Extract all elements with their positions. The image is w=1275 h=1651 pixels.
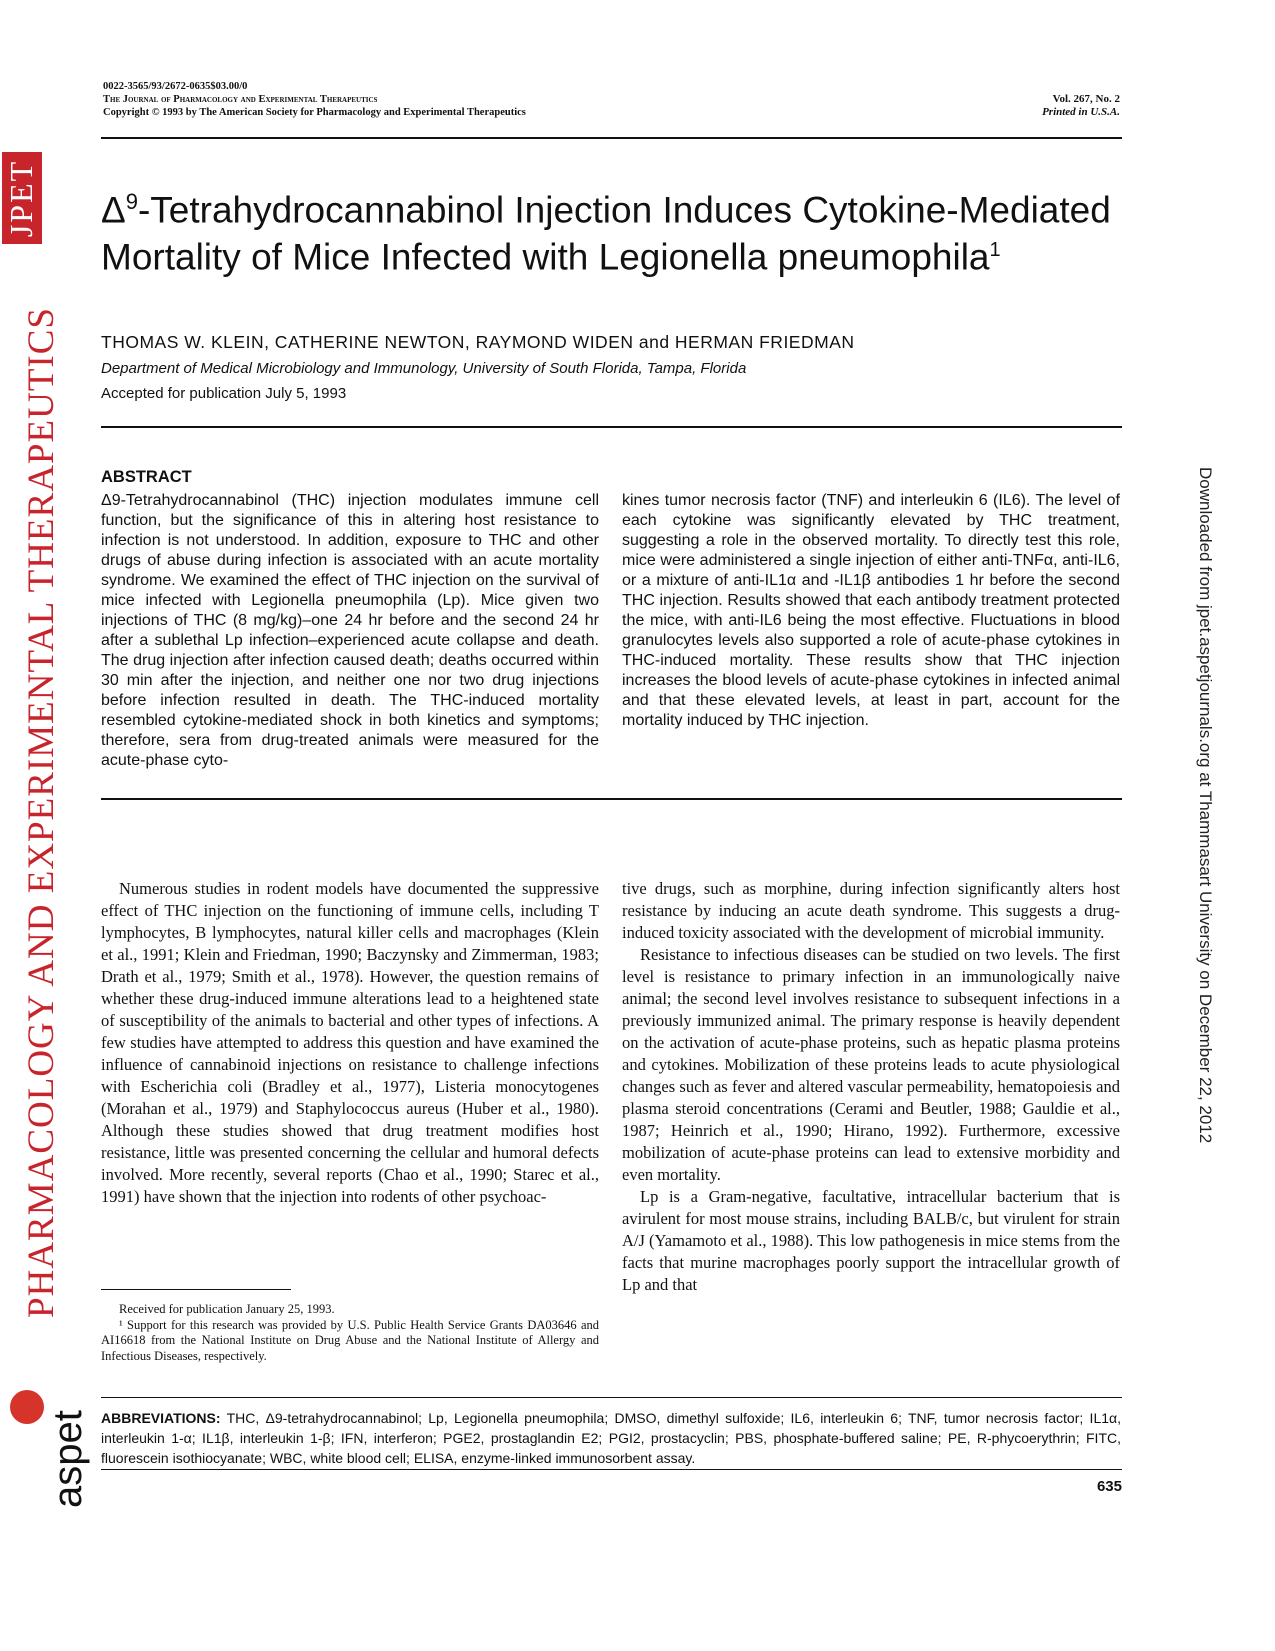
journal-name-vertical: PHARMACOLOGY AND EXPERIMENTAL THERAPEUTICS xyxy=(21,306,62,1318)
author-list: THOMAS W. KLEIN, CATHERINE NEWTON, RAYMOND WIDEN and HERMAN FRIEDMAN xyxy=(101,332,855,352)
aspet-logo-word: aspet xyxy=(46,1410,90,1508)
journal-header xyxy=(103,80,526,119)
copyright-line: Copyright © 1993 by The American Society for Pharmacology and Experimental Therapeutics xyxy=(103,107,526,118)
title-superscript: 9 xyxy=(125,189,138,214)
support-footnote: ¹ Support for this research was provided by U.S. Public Health Service Grants DA03646 and AI16618 from the National Institute on Drug Abuse and the National Institute of Allergy and Infectious Diseases, respectively. xyxy=(101,1317,599,1363)
aspet-logo-mark-icon xyxy=(10,1390,44,1424)
abstract-top-rule xyxy=(101,426,1122,428)
article-title xyxy=(101,182,1121,278)
article-code: 0022-3565/93/2672-0635$03.00/0 xyxy=(103,81,248,92)
footnote-rule xyxy=(101,1289,291,1290)
jpet-badge-text: JPET xyxy=(3,159,40,237)
body-paragraph: Lp is a Gram-negative, facultative, intracellular bacterium that is avirulent for most mouse strains, including BALB/c, but virulent for strain A/J (Yamamoto et al., 1988). This low pathogenesis in mice stems from the facts that murine macrophages poorly support the intracellular growth of Lp and that xyxy=(622,1187,1120,1294)
footnotes xyxy=(101,1302,599,1364)
body-right-column xyxy=(622,878,1120,1296)
accepted-date: Accepted for publication July 5, 1993 xyxy=(101,385,347,402)
body-paragraph: tive drugs, such as morphine, during infection significantly alters host resistance by inducing an acute death syndrome. This suggests a drug-induced toxicity associated with the development of microbial immunity. xyxy=(622,879,1120,942)
abstract-heading: ABSTRACT xyxy=(101,468,192,486)
volume-info xyxy=(1042,93,1120,119)
body-left-column xyxy=(101,878,599,1208)
abbreviations-bottom-rule xyxy=(101,1469,1122,1470)
aspet-logo xyxy=(2,1380,90,1600)
volume-number: Vol. 267, No. 2 xyxy=(1052,93,1120,105)
received-footnote: Received for publication January 25, 1993. xyxy=(119,1302,335,1316)
body-paragraph: Numerous studies in rodent models have documented the suppressive effect of THC injection on the functioning of immune cells, including T lymphocytes, B lymphocytes, natural killer cells and macrophages (Klein et al., 1991; Klein and Friedman, 1990; Baczynsky and Zimmerman, 1983; Drath et al., 1979; Smith et al., 1978). However, the question remains of whether these drug-induced immune alterations lead to a heightened state of susceptibility of the animals to bacterial and other types of infections. A few studies have attempted to address this question and have examined the influence of cannabinoid injections on resistance to challenge infections with Escherichia coli (Bradley et al., 1977), Listeria monocytogenes (Morahan et al., 1979) and Staphylococcus aureus (Huber et al., 1980). Although these studies showed that drug treatment modifies host resistance, little was presented concerning the cellular and humoral defects involved. More recently, several reports (Chao et al., 1990; Starec et al., 1991) have shown that the injection into rodents of other psychoac- xyxy=(101,879,599,1206)
abstract-right-column: kines tumor necrosis factor (TNF) and interleukin 6 (IL6). The level of each cytokine was significantly elevated by THC treatment, suggesting a role in the observed mortality. To directly test this role, mice were administered a single injection of either anti-TNFα, anti-IL6, or a mixture of anti-IL1α and -IL1β antibodies 1 hr before the second THC injection. Results showed that each antibody treatment protected the mice, with anti-IL6 being the most effective. Fluctuations in blood granulocytes levels also supported a role of acute-phase cytokines in THC-induced mortality. These results show that THC injection increases the blood levels of acute-phase cytokines in infected animal and that these elevated levels, at least in part, account for the mortality induced by THC injection. xyxy=(622,492,1120,729)
abstract-bottom-rule xyxy=(101,798,1122,800)
abstract-left-column: Δ9-Tetrahydrocannabinol (THC) injection modulates immune cell function, but the significance of this in altering host resistance to infection is not understood. In addition, exposure to THC and other drugs of abuse during infection is associated with an acute mortality syndrome. We examined the effect of THC injection on the survival of mice infected with Legionella pneumophila (Lp). Mice given two injections of THC (8 mg/kg)–one 24 hr before and the second 24 hr after a sublethal Lp infection–experienced acute collapse and death. The drug injection after infection caused death; deaths occurred within 30 min after the injection, and neither one nor two drug injections before infection resulted in death. The THC-induced mortality resembled cytokine-mediated shock in both kinetics and symptoms; therefore, sera from drug-treated animals were measured for the acute-phase cyto- xyxy=(101,492,599,769)
abbreviations-text: THC, Δ9-tetrahydrocannabinol; Lp, Legionella pneumophila; DMSO, dimethyl sulfoxide; IL6, interleukin 6; TNF, tumor necrosis factor; IL1α, interleukin 1-α; IL1β, interleukin 1-β; IFN, interferon; PGE2, prostaglandin E2; PGI2, prostacyclin; PBS, phosphate-buffered saline; PE, R-phycoerythrin; FITC, fluorescein isothiocyanate; WBC, white blood cell; ELISA, enzyme-linked immunosorbent assay. xyxy=(101,1410,1121,1466)
header-rule xyxy=(101,137,1122,139)
page-number: 635 xyxy=(1096,1478,1122,1495)
printed-in: Printed in U.S.A. xyxy=(1042,106,1120,118)
body-paragraph: Resistance to infectious diseases can be studied on two levels. The first level is resistance to primary infection in an immunologically naive animal; the second level involves resistance to subsequent infections in a previously immunized animal. The primary response is heavily dependent on the activation of acute-phase proteins, such as hepatic plasma proteins and cytokines. Mobilization of these proteins leads to acute physiological changes such as fever and altered vascular permeability, hematopoiesis and plasma steroid concentrations (Cerami and Beutler, 1988; Gauldie et al., 1987; Heinrich et al., 1990; Hirano, 1992). Furthermore, excessive mobilization of acute-phase proteins can lead to extensive morbidity and even mortality. xyxy=(622,945,1120,1184)
abbreviations-top-rule xyxy=(101,1397,1122,1398)
abbreviations-label: ABBREVIATIONS: xyxy=(101,1410,221,1426)
affiliation: Department of Medical Microbiology and Immunology, University of South Florida, Tampa, Florida xyxy=(101,360,747,377)
title-line-2: Mortality of Mice Infected with Legionella pneumophila xyxy=(101,236,990,278)
jpet-badge xyxy=(2,152,42,244)
journal-side-strip xyxy=(0,148,90,1618)
title-delta: Δ xyxy=(101,189,126,231)
title-footnote-marker: 1 xyxy=(989,239,1001,262)
download-note: Downloaded from jpet.aspetjournals.org at Thammasart University on December 22, 2012 xyxy=(1196,467,1215,1144)
abbreviations xyxy=(101,1408,1121,1468)
title-line-1: -Tetrahydrocannabinol Injection Induces Cytokine-Mediated xyxy=(137,189,1111,231)
journal-title: The Journal of Pharmacology and Experimental Therapeutics xyxy=(103,94,378,105)
